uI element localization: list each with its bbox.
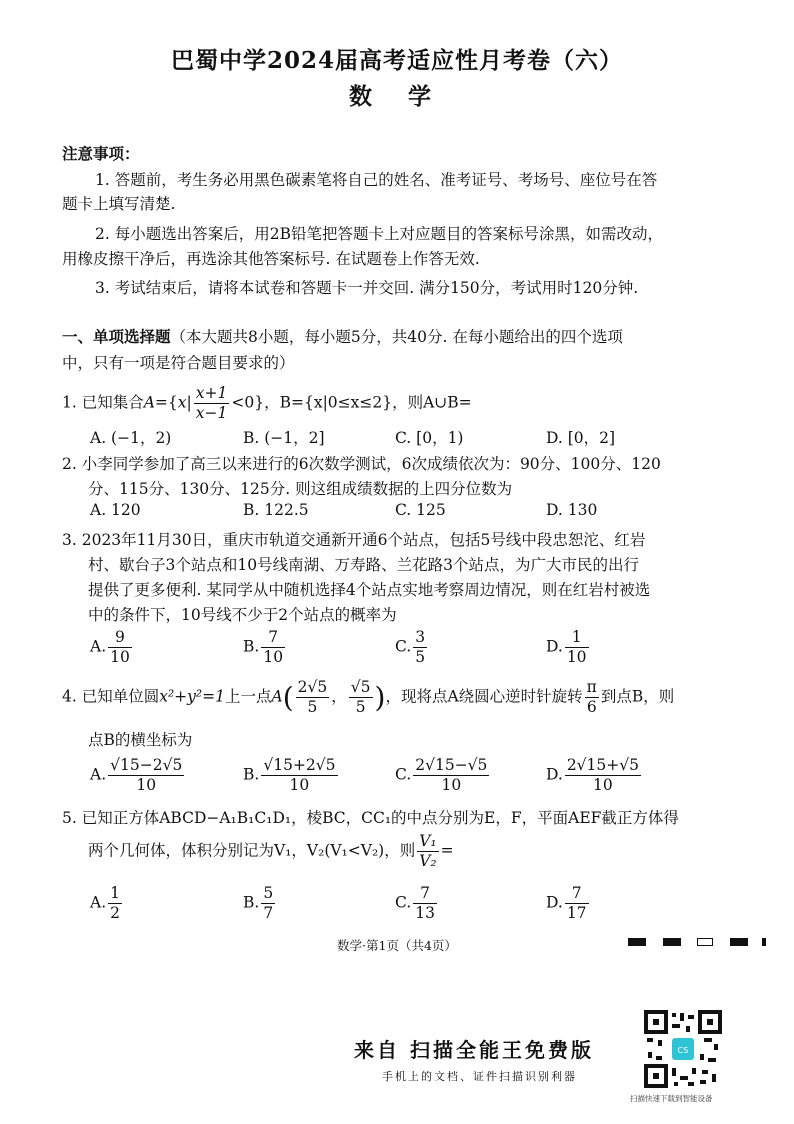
q5-b-num: 5 (263, 884, 274, 902)
svg-text:CS: CS (677, 1046, 689, 1055)
barcode-block-2 (663, 938, 681, 946)
q5-d-label: D. (546, 893, 563, 912)
q1-brace-open: ={ (154, 393, 178, 412)
question-1 (62, 384, 472, 423)
q3-a-label: A. (90, 637, 107, 656)
q4-c-den: 10 (441, 776, 462, 794)
q1-rest: ，B={x|0≤x≤2}，则A∪B= (264, 393, 472, 412)
q1-prefix: 1. 已知集合 (62, 393, 144, 412)
q4-coord-y-den: 5 (355, 698, 366, 716)
q5-a-den: 2 (110, 904, 120, 922)
q4-rot-den: 6 (586, 698, 597, 716)
q4-after2: 到点B，则 (600, 687, 675, 706)
q3-c-label: C. (395, 637, 412, 656)
page-number: 数学·第1页（共4页） (337, 938, 457, 953)
barcode-block-3 (697, 938, 713, 946)
q4-mid: 上一点 (224, 687, 272, 706)
q3-c-num: 3 (415, 628, 426, 646)
q4-equation: x²+y²=1 (159, 687, 225, 706)
q5-c-label: C. (395, 893, 412, 912)
q4-b-num: √15+2√5 (263, 756, 336, 774)
q4-rot-num: π (586, 678, 597, 696)
q5-option-b (243, 884, 277, 923)
watermark-title: 来自 扫描全能王免费版 (354, 1038, 594, 1062)
q4-option-b (243, 756, 340, 795)
q3-line-4: 中的条件下，10号线不少于2个站点的概率为 (88, 606, 397, 624)
q2-option-d: D. 130 (546, 501, 598, 519)
q1-option-a: A. (−1，2) (90, 429, 172, 447)
q1-brace-close: } (254, 393, 265, 412)
q1-var: x (177, 393, 187, 412)
q5-ratio-den: V₂ (419, 852, 437, 870)
q1-option-c: C. [0，1) (395, 429, 464, 447)
q4-coord-y-num: √5 (350, 678, 371, 696)
notice-line-2: 题卡上填写清楚. (62, 195, 176, 213)
q3-b-label: B. (243, 637, 260, 656)
q1-denominator: x−1 (195, 404, 228, 422)
q3-option-d (546, 628, 591, 667)
q4-prefix: 4. 已知单位圆 (62, 687, 160, 706)
watermark-caption: 扫描快速下载到智能设备 (630, 1094, 713, 1103)
q5-c-den: 13 (415, 904, 435, 922)
q1-numerator: x+1 (195, 384, 228, 402)
q1-option-b: B. (−1，2] (243, 429, 325, 447)
q5-b-den: 7 (263, 904, 274, 922)
q3-d-num: 1 (565, 628, 589, 648)
barcode-block-4 (730, 938, 748, 946)
q4-c-label: C. (395, 765, 412, 784)
q3-b-den: 10 (263, 648, 284, 666)
notice-heading: 注意事项： (62, 144, 140, 163)
q2-line-2: 分、115分、130分、125分. 则这组成绩数据的上四分位数为 (88, 480, 513, 498)
q1-lt0: <0 (231, 393, 255, 412)
q3-line-1: 3. 2023年11月30日，重庆市轨道交通新开通6个站点，包括5号线中段忠恕沱、红岩 (62, 531, 646, 549)
q4-a-den: 10 (136, 776, 157, 794)
q4-c-num: 2√15−√5 (415, 756, 488, 774)
notice-line-4: 用橡皮擦干净后，再选涂其他答案标号. 在试题卷上作答无效. (62, 250, 480, 268)
notice-line-3: 2. 每小题选出答案后，用2B铅笔把答题卡上对应题目的答案标号涂黑，如需改动， (95, 225, 663, 243)
q4-option-d (546, 756, 643, 795)
q4-coord-x-den: 5 (307, 698, 318, 716)
q4-line-2: 点B的横坐标为 (88, 731, 193, 749)
q5-line-2-post: = (440, 841, 454, 860)
section-title: 一、单项选择题 (62, 327, 171, 346)
subject-title: 数 学 (348, 83, 445, 110)
q5-d-den: 17 (566, 904, 587, 922)
q3-b-num: 7 (261, 628, 285, 648)
q5-line-2 (88, 832, 454, 871)
q4-coord-x-num: 2√5 (297, 678, 328, 696)
q3-d-label: D. (546, 637, 563, 656)
q5-option-c (395, 884, 439, 923)
q3-a-den: 10 (110, 648, 130, 666)
q4-after: ，现将点A绕圆心逆时针旋转 (385, 687, 583, 706)
q5-a-label: A. (90, 893, 107, 912)
q4-a-label: A. (90, 765, 107, 784)
q2-option-b: B. 122.5 (243, 501, 309, 519)
barcode-block-5 (762, 938, 766, 946)
q4-a-num: √15−2√5 (110, 756, 183, 774)
q3-option-c (395, 628, 429, 667)
qr-code-icon (644, 1010, 722, 1088)
q2-option-c: C. 125 (395, 501, 446, 519)
q4-d-den: 10 (593, 776, 613, 794)
q1-fraction (194, 384, 230, 423)
notice-line-1: 1. 答题前，考生务必用黑色碳素笔将自己的姓名、准考证号、考场号、座位号在答 (95, 171, 658, 189)
section-desc-1: （本大题共8小题，每小题5分，共40分. 在每小题给出的四个选项 (170, 328, 623, 346)
q4-b-label: B. (243, 765, 260, 784)
question-4: 4. 已知单位圆x²+y²=1上一点A( $\frac{2√5}{5}$ ， $\frac{√5}{5}$ )，现将点A绕圆心逆时针旋转 $\frac{\pi}{6}$ 到点B，则 (62, 678, 675, 716)
q4-option-a (90, 756, 186, 795)
q3-option-a (90, 628, 134, 667)
q4-d-label: D. (546, 765, 563, 784)
q5-d-num: 7 (565, 884, 589, 904)
q3-line-3: 提供了更多便利. 某同学从中随机选择4个站点实地考察周边情况，则在红岩村被选 (88, 581, 651, 599)
q5-line-1: 5. 已知正方体ABCD−A₁B₁C₁D₁，棱BC，CC₁的中点分别为E，F，平面AEF截正方体得 (62, 809, 679, 827)
q3-option-b (243, 628, 287, 667)
q5-a-num: 1 (110, 884, 120, 902)
q1-option-d: D. [0，2] (546, 429, 616, 447)
q5-option-d (546, 884, 591, 923)
q5-line-2-pre: 两个几何体，体积分别记为V₁，V₂(V₁<V₂)，则 (88, 841, 416, 860)
section-desc-2: 中，只有一项是符合题目要求的） (62, 354, 295, 372)
barcode-block-1 (628, 938, 646, 946)
q2-line-1: 2. 小李同学参加了高三以来进行的6次数学测试，6次成绩依次为：90分、100分、120 (62, 455, 661, 473)
q4-option-c (395, 756, 491, 795)
q5-b-label: B. (243, 893, 260, 912)
watermark-subtitle: 手机上的文档、证件扫描识别利器 (382, 1070, 577, 1083)
q4-point-a: A (271, 687, 283, 706)
q3-d-den: 10 (566, 648, 587, 666)
notice-line-5: 3. 考试结束后，请将本试卷和答题卡一并交回. 满分150分，考试用时120分钟. (95, 279, 639, 297)
q3-line-2: 村、歇台子3个站点和10号线南湖、万寿路、兰花路3个站点，为广大市民的出行 (88, 556, 639, 574)
section-header (62, 325, 623, 347)
q3-c-den: 5 (415, 648, 426, 666)
q5-c-num: 7 (413, 884, 437, 904)
q5-option-a (90, 884, 124, 923)
exam-title: 巴蜀中学2024届高考适应性月考卷（六） (170, 47, 623, 74)
q4-d-num: 2√15+√5 (566, 756, 639, 774)
q4-b-den: 10 (289, 776, 310, 794)
q1-bar: | (186, 393, 192, 412)
q1-set-a: A (143, 393, 155, 412)
q2-option-a: A. 120 (90, 501, 141, 519)
q3-a-num: 9 (108, 628, 132, 648)
q5-ratio-num: V₁ (419, 832, 437, 850)
